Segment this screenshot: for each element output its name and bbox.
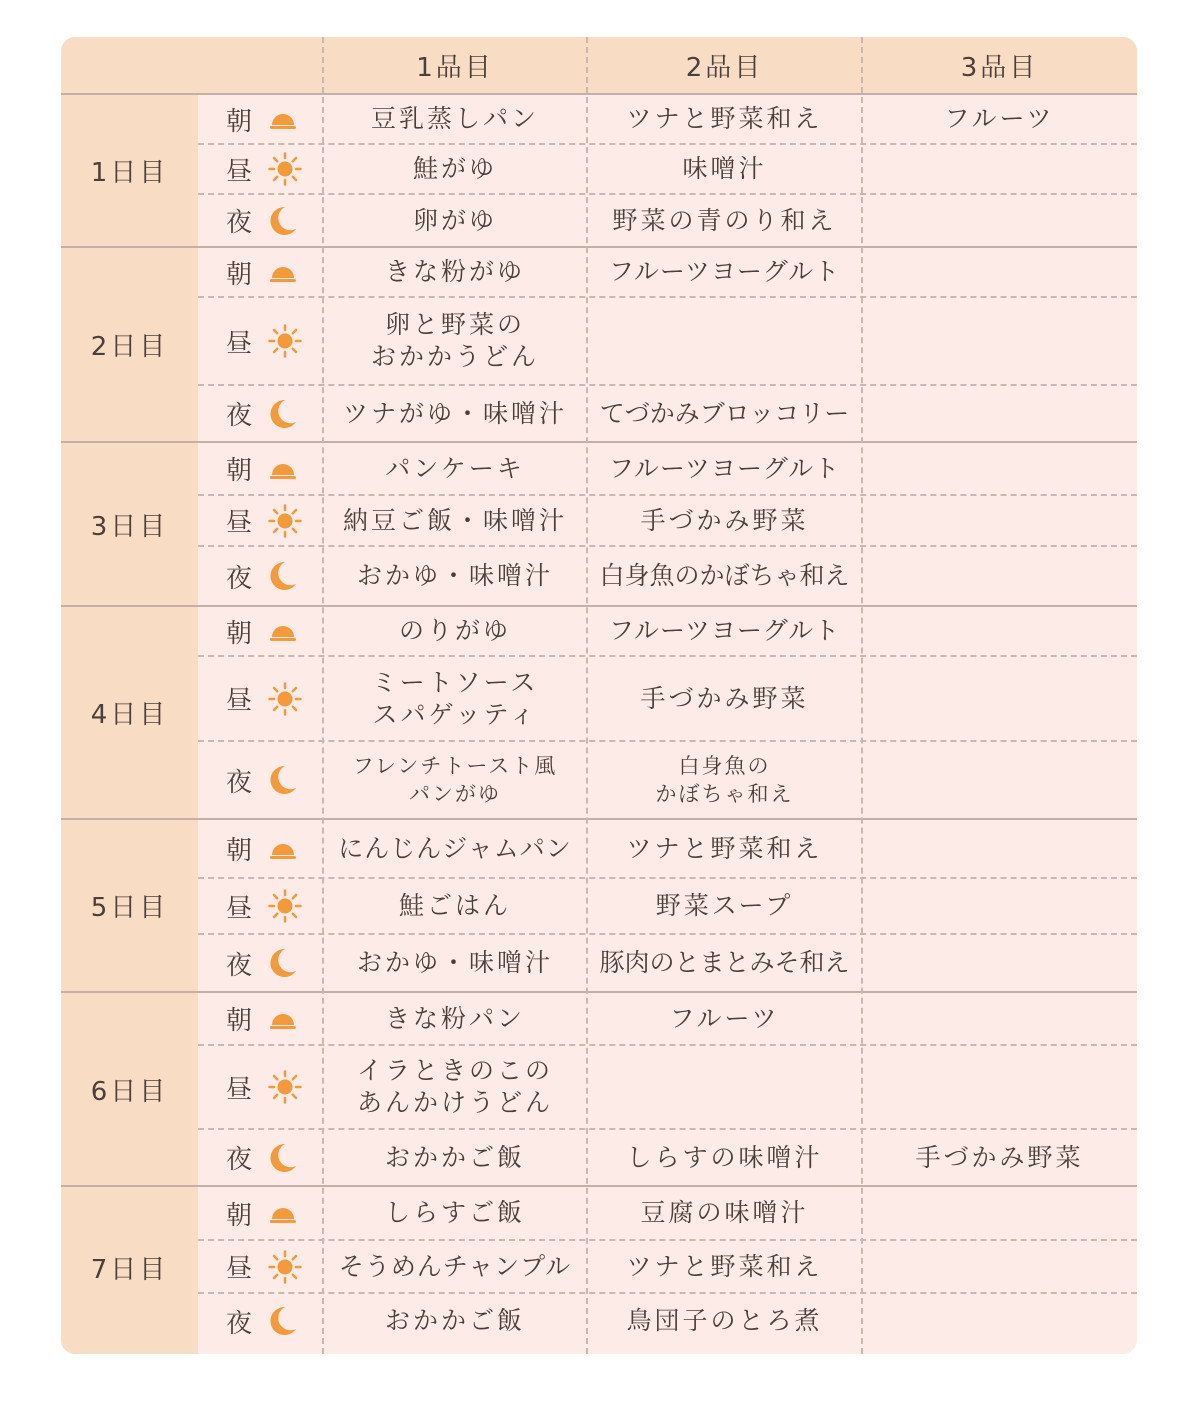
day-label: 3日目 (90, 511, 169, 542)
sun-icon (268, 1250, 302, 1284)
dish-3 (862, 1293, 1137, 1349)
meal-name: 昼 (225, 1074, 252, 1105)
meal-name: 夜 (225, 1308, 252, 1339)
dish-2: ツナと野菜和え (626, 104, 823, 133)
dish-3: フルーツ (944, 104, 1055, 133)
meal-label-night (198, 194, 323, 247)
sunrise-icon (268, 836, 298, 862)
dish-3 (862, 546, 1137, 606)
dish-3 (862, 1186, 1137, 1240)
dish-1: 豆乳蒸しパン (370, 104, 539, 133)
dish-1: きな粉がゆ (384, 257, 525, 286)
header-col-2: 2品目 (685, 53, 764, 83)
dish-1: 納豆ご飯・味噌汁 (342, 505, 567, 535)
dish-3 (862, 194, 1137, 247)
dish-3 (862, 656, 1137, 741)
meal-name: 朝 (225, 836, 252, 866)
sun-icon (268, 682, 302, 716)
meal-name: 夜 (225, 563, 252, 594)
sun-icon (268, 152, 302, 186)
dish-1: 卵がゆ (412, 205, 497, 235)
dish-2 (587, 1045, 862, 1129)
meal-label-morning (198, 94, 323, 144)
dish-3 (862, 878, 1137, 934)
header-divider (61, 93, 1137, 95)
dish-2: しらすの味噌汁 (626, 1142, 823, 1172)
meal-label-morning (198, 247, 323, 297)
crescent-moon-icon (268, 398, 298, 430)
meal-name: 夜 (225, 767, 252, 798)
meal-label-night (198, 546, 323, 606)
meal-name: 朝 (225, 1200, 252, 1231)
dish-3 (862, 442, 1137, 495)
dish-2: ツナと野菜和え (626, 1251, 823, 1281)
dish-1: そうめんチャンプル (338, 1251, 572, 1281)
dish-2: 手づかみ野菜 (640, 505, 809, 535)
dish-3 (862, 1045, 1137, 1129)
day-label: 2日目 (90, 332, 169, 362)
column-divider (322, 37, 324, 1354)
dish-1: イラときのこの あんかけうどん (356, 1056, 553, 1117)
meal-name: 昼 (225, 508, 252, 538)
dish-2: フルーツ (669, 1003, 780, 1033)
day-label: 6日目 (90, 1076, 169, 1107)
meal-name: 昼 (225, 328, 252, 359)
day-label: 7日目 (90, 1255, 169, 1285)
meal-label-night (198, 741, 323, 819)
meal-label-noon (198, 144, 323, 194)
dish-1: おかゆ・味噌汁 (356, 561, 553, 590)
meal-label-night (198, 934, 323, 992)
dish-2: フルーツヨーグルト (608, 453, 841, 483)
dish-2: 豆腐の味噌汁 (640, 1198, 809, 1227)
meal-name: 昼 (225, 893, 252, 924)
meal-label-morning (198, 442, 323, 495)
dish-2: 鳥団子のとろ煮 (626, 1306, 823, 1335)
dish-1: パンケーキ (385, 453, 525, 483)
dish-1: しらすご飯 (384, 1198, 525, 1227)
dish-3 (862, 297, 1137, 385)
dish-2: 豚肉のとまとみそ和え (599, 948, 850, 977)
column-divider (586, 37, 588, 1354)
meal-name: 夜 (225, 208, 252, 238)
dish-2: 手づかみ野菜 (640, 683, 809, 713)
dish-2 (587, 297, 862, 385)
dish-2: 野菜スープ (655, 891, 794, 920)
meal-label-noon (198, 656, 323, 741)
dish-2: てづかみブロッコリー (599, 398, 850, 428)
sunrise-icon (268, 106, 298, 132)
dish-1: きな粉パン (384, 1003, 525, 1033)
dish-2: 白身魚の かぼちゃ和え (655, 754, 794, 806)
meal-name: 夜 (225, 1145, 252, 1175)
dish-3 (862, 606, 1137, 656)
dish-3 (862, 495, 1137, 546)
dish-2: ツナと野菜和え (626, 833, 823, 863)
crescent-moon-icon (268, 560, 298, 592)
dish-1: 鮭ごはん (398, 891, 511, 920)
dish-3 (862, 741, 1137, 819)
dish-3: 手づかみ野菜 (915, 1142, 1084, 1172)
sun-icon (268, 324, 302, 358)
dish-2: フルーツヨーグルト (608, 257, 841, 286)
day-label: 4日目 (90, 700, 169, 730)
sun-icon (268, 1070, 302, 1104)
meal-name: 朝 (225, 259, 252, 290)
sunrise-icon (268, 1006, 298, 1032)
sunrise-icon (268, 618, 298, 644)
meal-label-night (198, 1293, 323, 1349)
dish-3 (862, 247, 1137, 297)
meal-label-noon (198, 1240, 323, 1293)
header-col-3: 3品目 (960, 53, 1039, 83)
dish-1: おかかご飯 (384, 1142, 525, 1172)
crescent-moon-icon (268, 764, 298, 796)
column-divider (861, 37, 863, 1354)
sun-icon (268, 504, 302, 538)
meal-label-night (198, 385, 323, 442)
meal-name: 夜 (225, 950, 252, 981)
dish-1: おかゆ・味噌汁 (356, 948, 553, 977)
dish-1: おかかご飯 (384, 1306, 525, 1335)
dish-2: フルーツヨーグルト (608, 616, 841, 645)
sunrise-icon (268, 259, 298, 285)
day-label: 5日目 (90, 893, 169, 923)
dish-2: 味噌汁 (682, 154, 767, 183)
dish-3 (862, 992, 1137, 1045)
dish-1: ミートソース スパゲッティ (371, 667, 539, 729)
meal-label-morning (198, 606, 323, 656)
meal-label-morning (198, 1186, 323, 1240)
dish-1: 卵と野菜の おかかうどん (370, 310, 539, 371)
dish-3 (862, 385, 1137, 442)
meal-label-noon (198, 297, 323, 385)
meal-name: 昼 (225, 156, 252, 187)
sunrise-icon (268, 1200, 298, 1226)
dish-1: 鮭がゆ (412, 154, 497, 183)
crescent-moon-icon (268, 1142, 298, 1174)
crescent-moon-icon (268, 1305, 298, 1337)
dish-3 (862, 144, 1137, 194)
crescent-moon-icon (268, 947, 298, 979)
meal-label-noon (198, 495, 323, 546)
day-label: 1日目 (90, 158, 169, 188)
dish-3 (862, 819, 1137, 878)
meal-name: 夜 (225, 401, 252, 431)
crescent-moon-icon (268, 205, 298, 237)
weekly-menu-table (61, 37, 1137, 1354)
dish-3 (862, 1240, 1137, 1293)
dish-1: のりがゆ (398, 616, 511, 645)
meal-label-noon (198, 1045, 323, 1129)
meal-name: 昼 (225, 686, 252, 716)
meal-name: 昼 (225, 1254, 252, 1284)
sunrise-icon (268, 456, 298, 482)
meal-name: 朝 (225, 106, 252, 137)
dish-1: ツナがゆ・味噌汁 (342, 398, 567, 428)
dish-2: 白身魚のかぼちゃ和え (599, 561, 850, 590)
header-col-1: 1品目 (416, 53, 494, 83)
meal-name: 朝 (225, 456, 252, 486)
meal-name: 朝 (225, 1006, 252, 1036)
dish-1: にんじんジャムパン (338, 833, 572, 863)
sun-icon (268, 889, 302, 923)
dish-2: 野菜の青のり和え (612, 205, 837, 235)
meal-name: 朝 (225, 618, 252, 649)
meal-label-night (198, 1129, 323, 1186)
meal-label-morning (198, 819, 323, 878)
meal-label-noon (198, 878, 323, 934)
meal-label-morning (198, 992, 323, 1045)
dish-3 (862, 934, 1137, 992)
dish-1: フレンチトースト風 パンがゆ (352, 754, 558, 806)
